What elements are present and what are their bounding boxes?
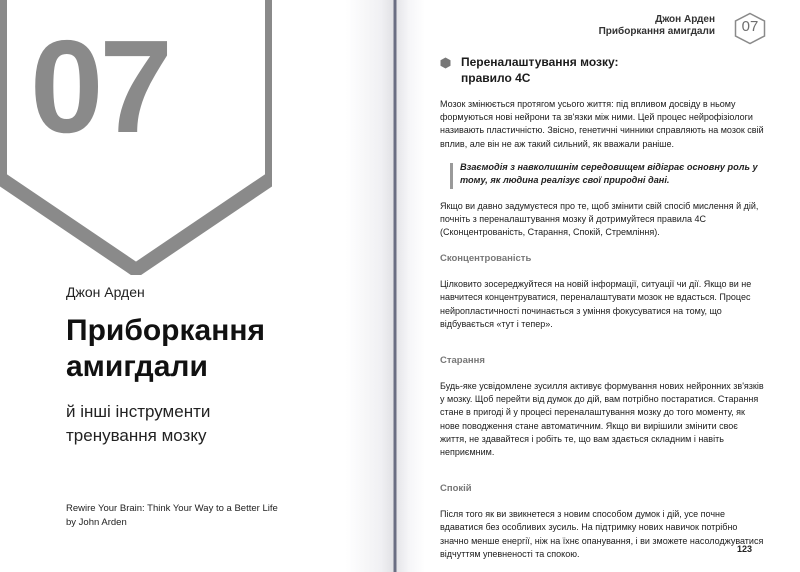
subtitle-line-2: тренування мозку [66, 426, 207, 445]
book-subtitle [66, 400, 210, 448]
left-page [0, 0, 393, 572]
book-title-line-2: амигдали [66, 350, 208, 383]
pull-quote [450, 161, 765, 188]
subsection-text: Цілковито зосереджуйтеся на новій інформації, ситуації чи дії. Якщо ви не навчитеся концентруватися, переналаштувати мозок не вдасться. Процес нейропластичності починається з уміння фокусуватися на тому, що відбувається «тут і тепер». [440, 279, 752, 329]
quote-bar [450, 163, 453, 189]
subsection-heading: Сконцентрованість [440, 253, 532, 265]
page-content [440, 54, 765, 561]
subsection-heading: Старання [440, 355, 485, 367]
hexagon-bullet-icon [440, 57, 451, 69]
running-head-title: Приборкання амигдали [598, 26, 715, 37]
intro-paragraph: Мозок змінюється протягом усього життя: під впливом досвіду в ньому формуються нові нейрони та зв'язки між ними. Цей процес нейрофізіологи називають пластичністю. Звісно, генетичні чинники справляють на мозок свій вплив, але він не аж такий сильний, як вважали раніше. [440, 99, 764, 149]
book-title [66, 313, 265, 385]
original-title [66, 502, 278, 530]
section-title [440, 54, 765, 86]
running-head [599, 14, 715, 38]
page-number: 123 [737, 544, 753, 554]
subtitle-line-1: й інші інструменти [66, 402, 211, 421]
subsection-heading: Спокій [440, 483, 472, 495]
chapter-number: 07 [30, 13, 169, 160]
pull-quote-text: Взаємодія з навколишнім середовищем відіграє основну роль у тому, як людина реалізує свої природні дані. [460, 161, 758, 186]
running-head-chapter-number: 07 [741, 18, 759, 35]
running-head-author: Джон Арден [655, 14, 715, 25]
author-name: Джон Арден [66, 284, 145, 300]
section-title-line-1: Переналаштування мозку: [461, 55, 619, 69]
book-title-line-1: Приборкання [66, 314, 265, 347]
subsection-text: Будь-яке усвідомлене зусилля активує формування нових нейронних зв'язків у мозку. Щоб перейти від думок до дій, вам потрібно постаратися. Старання стане в пригоді й у процесі переналаштування мозку до того моменту, як нове поводження стане автоматичним. Якщо ви вирішили змінити своє життя, не здавайтеся і робіть те, що вам здається складним і навіть неприємним. [440, 381, 764, 458]
original-title-line-2: by John Arden [66, 517, 127, 528]
section-title-line-2: правило 4С [461, 71, 531, 85]
paragraph-2: Якщо ви давно задумуєтеся про те, щоб змінити свій спосіб мислення й дій, почніть з переналаштування мозку й дотримуйтеся правила 4С (Сконцентрованість, Старання, Спокій, Стремління). [440, 200, 759, 238]
original-title-line-1: Rewire Your Brain: Think Your Way to a Better Life [66, 503, 278, 514]
subsection-text: Після того як ви звикнетеся з новим способом думок і дій, усе почне вдаватися без особливих зусиль. На підтримку нових навичок потрібно значно менше енергії, ніж на їхнє опанування, і ви зможете насолоджуватися відчуттям упевненості та спокою. [440, 509, 764, 559]
